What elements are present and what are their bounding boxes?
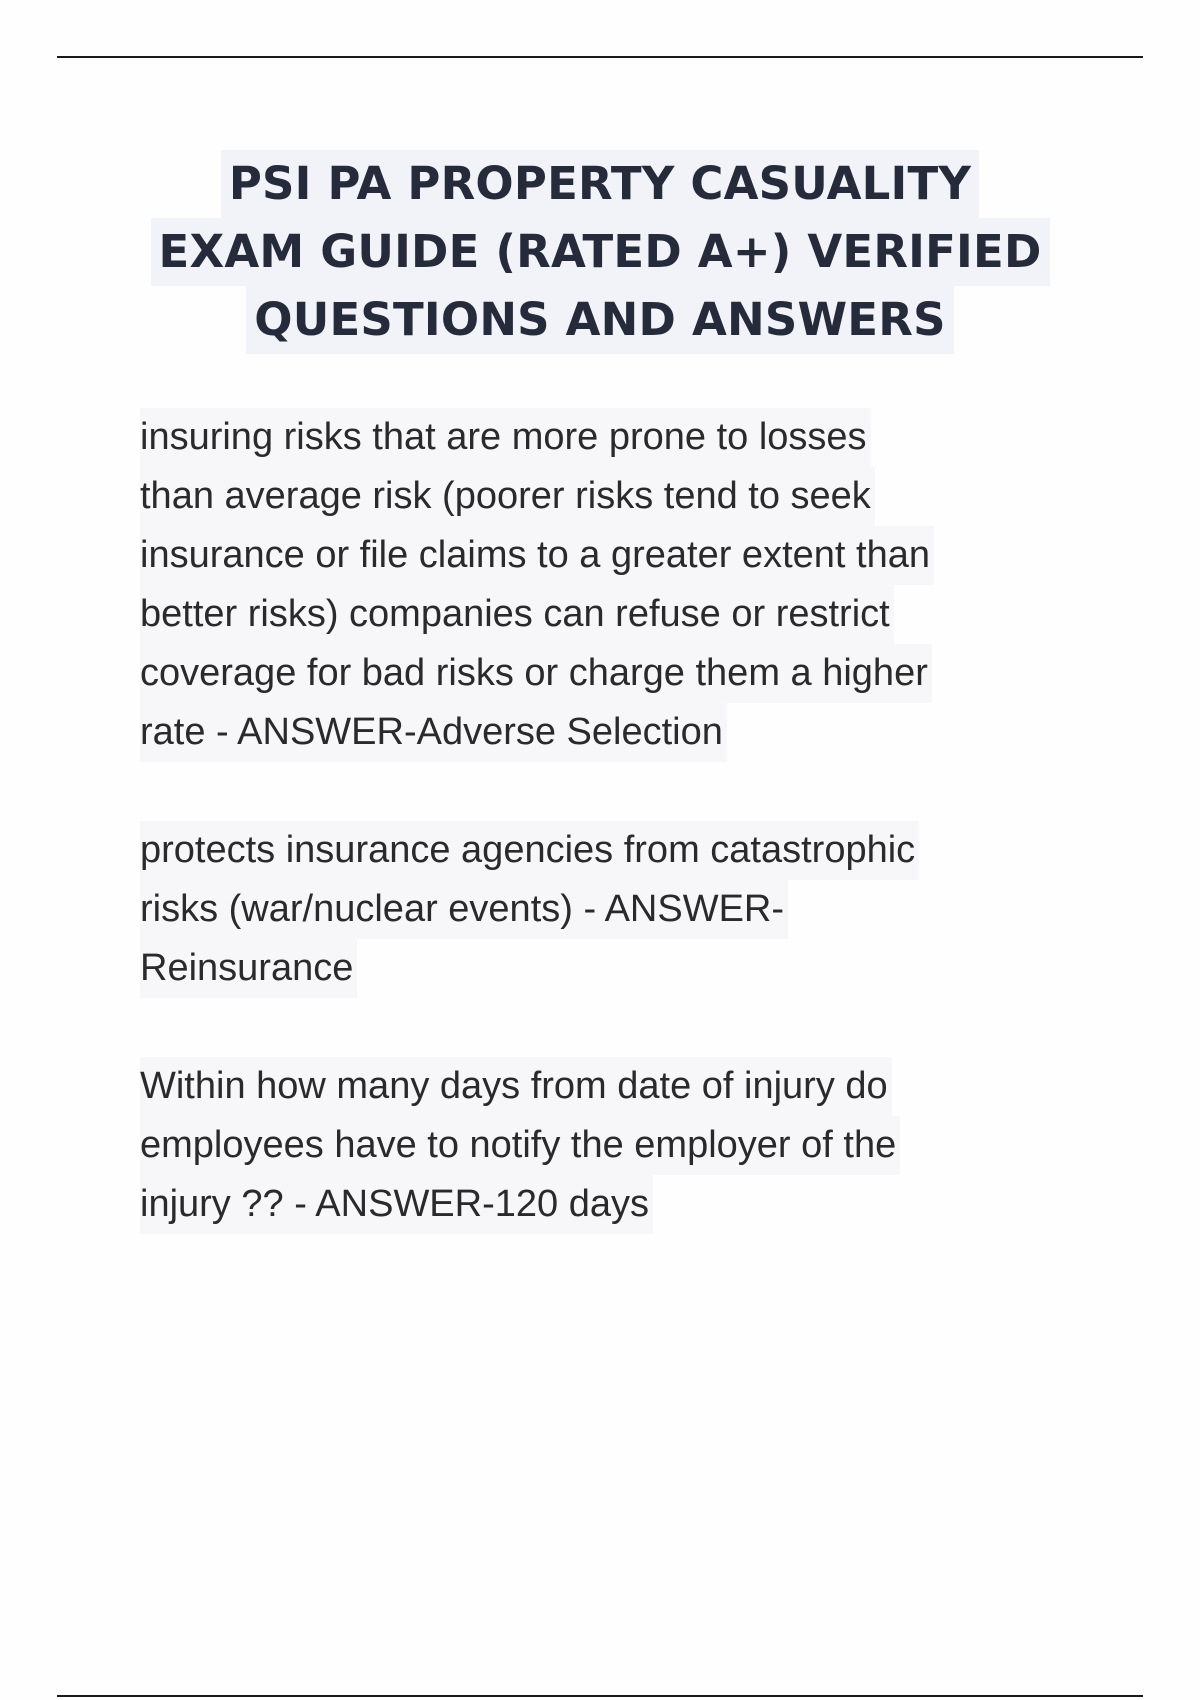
qa-text — [140, 1057, 1100, 1234]
qa-text — [140, 821, 1100, 998]
qa-list — [140, 408, 1100, 1293]
qa-line: risks (war/nuclear events) - ANSWER- — [140, 880, 788, 939]
title-line-3: QUESTIONS AND ANSWERS — [246, 286, 953, 354]
qa-line: injury ?? - ANSWER-120 days — [140, 1175, 653, 1234]
qa-line: better risks) companies can refuse or restrict — [140, 585, 894, 644]
qa-line: Within how many days from date of injury do — [140, 1057, 892, 1116]
qa-line: employees have to notify the employer of the — [140, 1116, 900, 1175]
qa-line: insurance or file claims to a greater extent than — [140, 526, 934, 585]
title-line-2: EXAM GUIDE (RATED A+) VERIFIED — [151, 218, 1050, 286]
title-line-1: PSI PA PROPERTY CASUALITY — [221, 150, 979, 218]
qa-item-injury-notice — [140, 1057, 1100, 1234]
qa-text — [140, 408, 1100, 762]
qa-line: coverage for bad risks or charge them a higher — [140, 644, 932, 703]
qa-line: protects insurance agencies from catastrophic — [140, 821, 919, 880]
qa-line: rate - ANSWER-Adverse Selection — [140, 703, 727, 762]
qa-item-adverse-selection — [140, 408, 1100, 762]
qa-line: Reinsurance — [140, 939, 357, 998]
qa-line: insuring risks that are more prone to losses — [140, 408, 871, 467]
top-rule — [57, 56, 1143, 58]
qa-item-reinsurance — [140, 821, 1100, 998]
document-title — [60, 150, 1140, 354]
bottom-rule — [57, 1695, 1143, 1697]
qa-line: than average risk (poorer risks tend to seek — [140, 467, 875, 526]
